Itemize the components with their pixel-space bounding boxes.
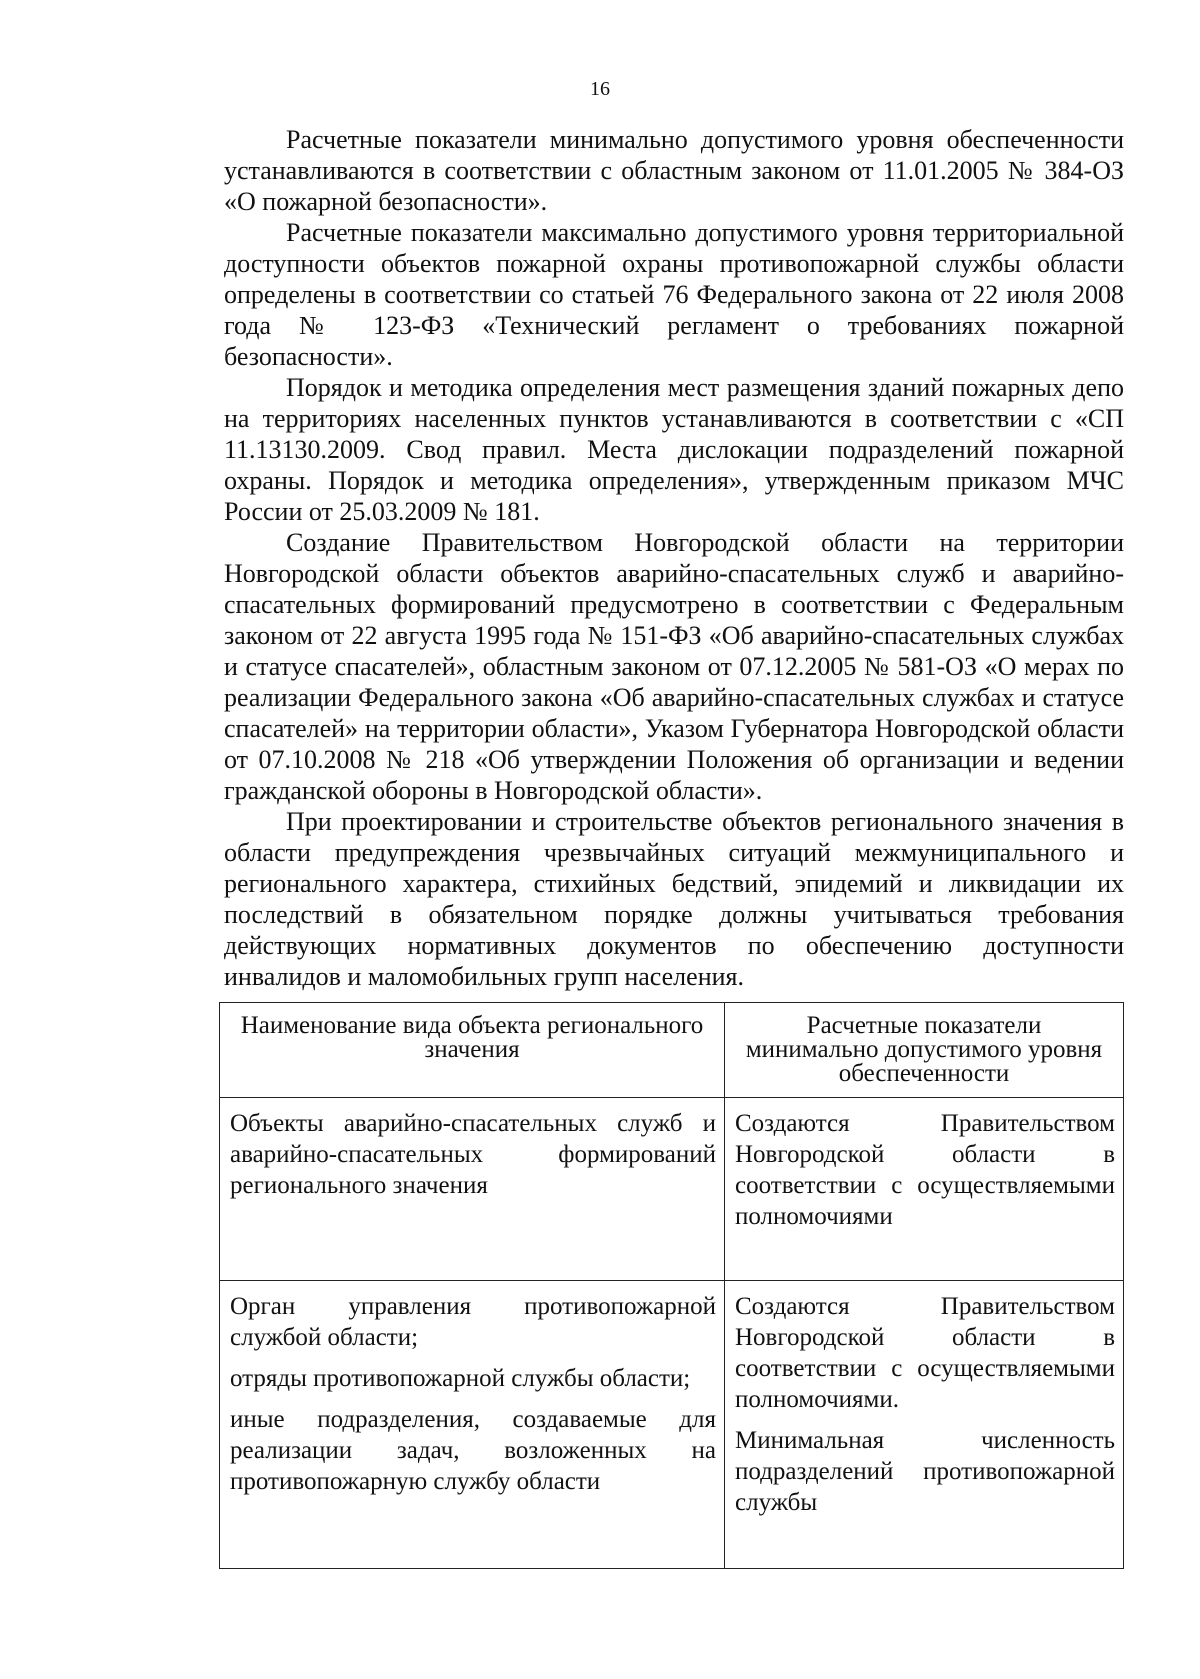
table-cell-object-name bbox=[220, 1098, 725, 1281]
table-row bbox=[220, 1098, 1124, 1281]
paragraph: Создание Правительством Новгородской области на территории Новгородской области объектов аварийно-спасательных служб и аварийно-спасательных формирований предусмотрено в соответствии с Федеральным законом от 22 августа 1995 года № 151-ФЗ «Об аварийно-спасательных службах и статусе спасателей», областным законом от 07.12.2005 № 581-ОЗ «О мерах по реализации Федерального закона «Об аварийно-спасательных службах и статусе спасателей» на территории области», Указом Губернатора Новгородской области от 07.10.2008 № 218 «Об утверждении Положения об организации и ведении гражданской обороны в Новгородской области». bbox=[224, 528, 1124, 805]
paragraph: Порядок и методика определения мест размещения зданий пожарных депо на территориях населенных пунктов устанавливаются в соответствии с «СП 11.13130.2009. Свод правил. Места дислокации подразделений пожарной охраны. Порядок и методика определения», утвержденным приказом МЧС России от 25.03.2009 № 181. bbox=[224, 373, 1124, 526]
column-header-object-type: Наименование вида объекта регионального значения bbox=[220, 1003, 725, 1098]
column-header-indicators: Расчетные показатели минимально допустимого уровня обеспеченности bbox=[725, 1003, 1124, 1098]
cell-text: Орган управления противопожарной службой области; bbox=[230, 1293, 716, 1351]
cell-text: Объекты аварийно-спасательных служб и аварийно-спасательных формирований регионального значения bbox=[230, 1110, 716, 1199]
cell-text: Создаются Правительством Новгородской области в соответствии с осуществляемыми полномочиями. bbox=[735, 1293, 1115, 1413]
cell-text: Создаются Правительством Новгородской области в соответствии с осуществляемыми полномочиями bbox=[735, 1110, 1115, 1230]
table-header-row bbox=[220, 1003, 1124, 1098]
table-cell-object-name bbox=[220, 1281, 725, 1569]
paragraph: При проектировании и строительстве объектов регионального значения в области предупреждения чрезвычайных ситуаций межмуниципального и регионального характера, стихийных бедствий, эпидемий и ликвидации их последствий в обязательном порядке должны учитываться требования действующих нормативных документов по обеспечению доступности инвалидов и маломобильных групп населения. bbox=[224, 807, 1124, 991]
document-body bbox=[224, 124, 1124, 992]
page-number: 16 bbox=[590, 78, 610, 100]
indicators-table bbox=[219, 1002, 1124, 1569]
paragraph: Расчетные показатели минимально допустимого уровня обеспеченности устанавливаются в соответствии с областным законом от 11.01.2005 № 384-ОЗ «О пожарной безопасности». bbox=[224, 125, 1124, 216]
table-cell-indicator bbox=[725, 1281, 1124, 1569]
table-row bbox=[220, 1281, 1124, 1569]
table-cell-indicator bbox=[725, 1098, 1124, 1281]
paragraph: Расчетные показатели максимально допустимого уровня территориальной доступности объектов пожарной охраны противопожарной службы области определены в соответствии со статьей 76 Федерального закона от 22 июля 2008 года № 123-ФЗ «Технический регламент о требованиях пожарной безопасности». bbox=[224, 218, 1124, 371]
cell-text: отряды противопожарной службы области; bbox=[230, 1365, 691, 1392]
cell-text: Минимальная численность подразделений противопожарной службы bbox=[735, 1427, 1115, 1516]
cell-text: иные подразделения, создаваемые для реализации задач, возложенных на противопожарную службу области bbox=[230, 1406, 716, 1495]
